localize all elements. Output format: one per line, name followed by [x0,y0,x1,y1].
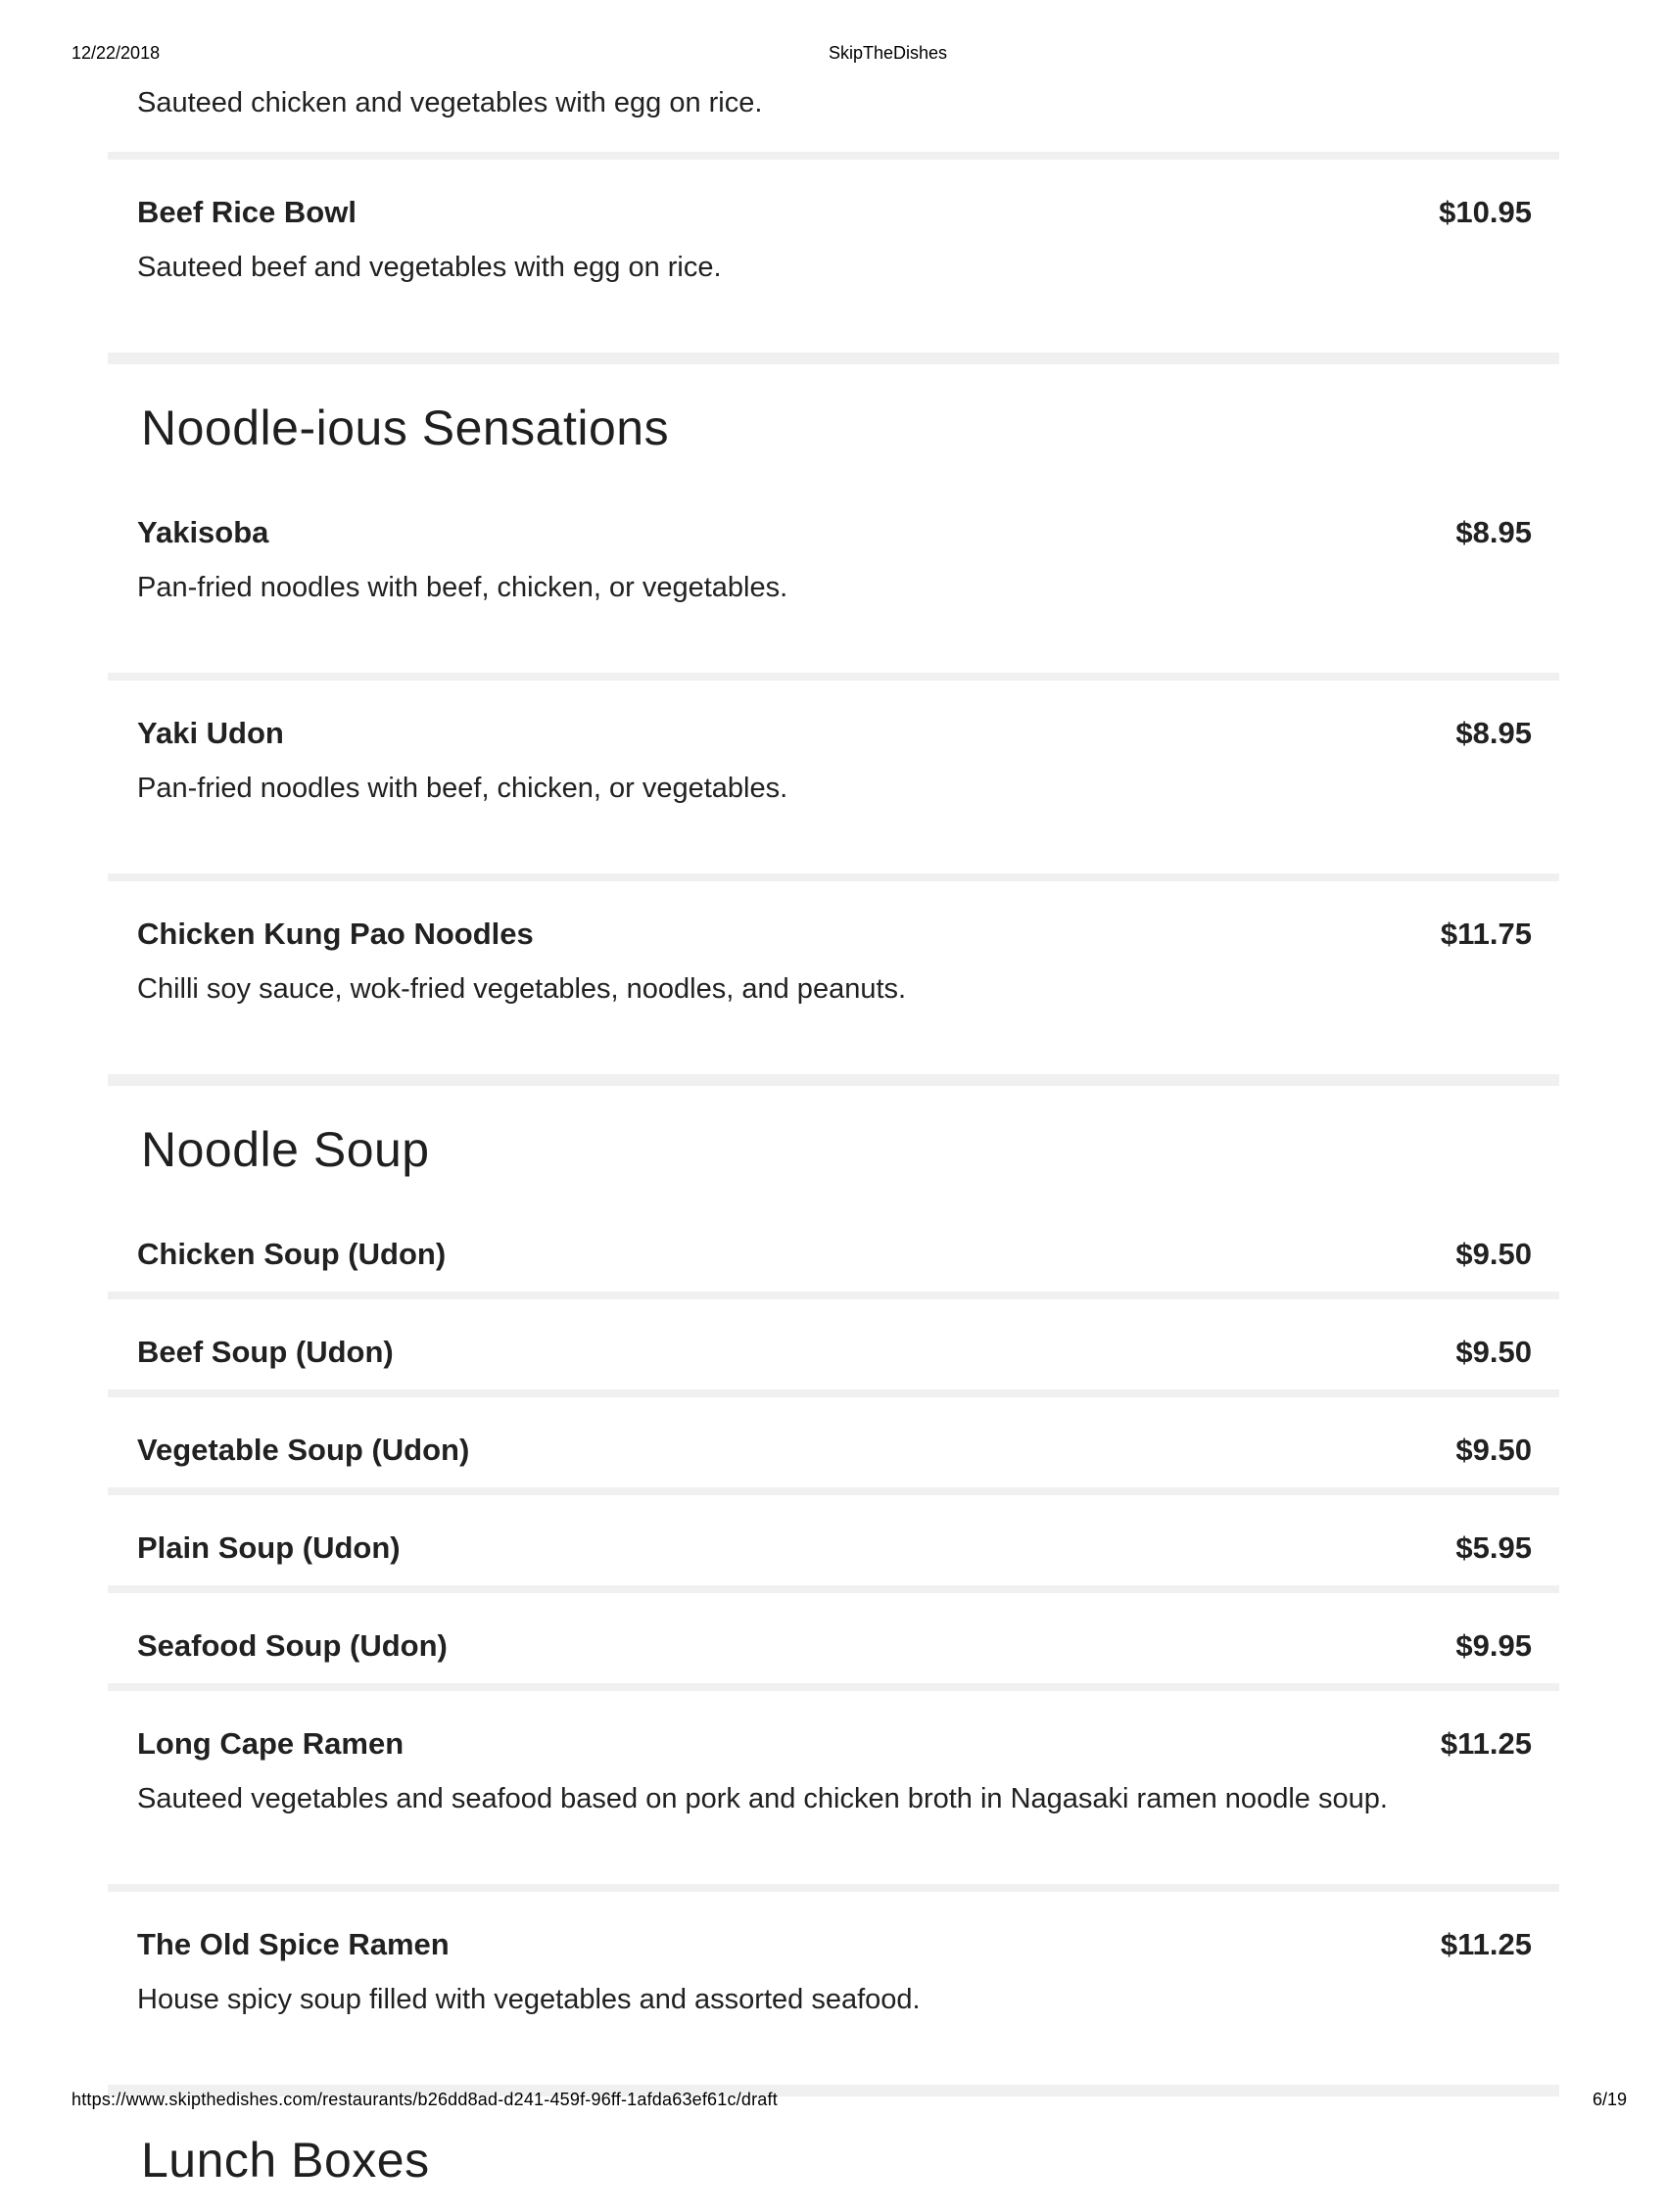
item-divider [108,1585,1559,1593]
item-divider [108,1884,1559,1892]
menu-item-row [108,1527,1559,1570]
item-price: $8.95 [1455,515,1532,549]
item-price: $9.95 [1455,1628,1532,1663]
item-price: $9.50 [1455,1433,1532,1467]
item-price: $9.50 [1455,1237,1532,1271]
item-description: House spicy soup filled with vegetables and assorted seafood. [137,1984,921,2015]
item-name: Beef Rice Bowl [137,195,357,229]
item-price: $5.95 [1455,1530,1532,1565]
menu-content [108,0,1559,2212]
item-name: The Old Spice Ramen [137,1927,450,1961]
item-name: Vegetable Soup (Udon) [137,1433,470,1467]
menu-item [108,1397,1559,1487]
item-description: Pan-fried noodles with beef, chicken, or vegetables. [137,572,788,603]
section-title: Noodle Soup [141,1122,430,1177]
item-description: Sauteed vegetables and seafood based on pork and chicken broth in Nagasaki ramen noodle soup. [137,1783,1388,1814]
print-footer [71,2090,1627,2113]
item-description: Sauteed beef and vegetables with egg on rice. [137,252,722,283]
menu-item-row [108,1331,1559,1374]
item-price: $8.95 [1455,716,1532,750]
item-name: Seafood Soup (Udon) [137,1628,448,1663]
menu-item [108,1892,1559,2085]
item-price: $9.50 [1455,1335,1532,1369]
item-price: $11.25 [1440,1927,1532,1961]
page-url: https://www.skipthedishes.com/restaurants/b26dd8ad-d241-459f-96ff-1afda63ef61c/draft [71,2090,778,2109]
item-name: Beef Soup (Udon) [137,1335,394,1369]
item-price: $10.95 [1439,195,1532,229]
item-divider [108,1292,1559,1299]
menu-item [108,480,1559,673]
menu-item [108,1495,1559,1585]
menu-item [108,681,1559,873]
item-description: Pan-fried noodles with beef, chicken, or vegetables. [137,773,788,804]
item-name: Chicken Soup (Udon) [137,1237,447,1271]
item-divider [108,1683,1559,1691]
item-name: Yaki Udon [137,716,284,750]
print-date: 12/22/2018 [71,43,161,63]
item-price: $11.75 [1440,917,1532,951]
section-divider [108,353,1559,364]
menu-item-row [108,913,1559,956]
section-divider [108,1074,1559,1086]
item-divider [108,673,1559,681]
menu-item-row [108,1233,1559,1276]
menu-item [108,160,1559,353]
menu-item [108,1299,1559,1389]
item-divider [108,1389,1559,1397]
menu-blocks [108,152,1559,2192]
menu-item [108,1593,1559,1683]
item-name: Yakisoba [137,515,269,549]
menu-item-row [108,1429,1559,1472]
menu-item [108,1201,1559,1292]
item-name: Chicken Kung Pao Noodles [137,917,534,951]
menu-item-row [108,511,1559,554]
section-title: Noodle-ious Sensations [141,400,670,455]
menu-item [108,881,1559,1074]
menu-item-row [108,712,1559,755]
page-number: 6/19 [1592,2090,1627,2109]
menu-item-row [108,1624,1559,1668]
item-name: Long Cape Ramen [137,1726,404,1761]
menu-item-row [108,1923,1559,1966]
site-title: SkipTheDishes [829,43,948,63]
item-divider [108,873,1559,881]
menu-item [108,1691,1559,1884]
item-divider [108,152,1559,160]
menu-item-row [108,1722,1559,1765]
item-divider [108,1487,1559,1495]
menu-item-row [108,191,1559,234]
item-name: Plain Soup (Udon) [137,1530,401,1565]
section-title: Lunch Boxes [141,2133,430,2188]
item-description-carryover: Sauteed chicken and vegetables with egg on rice. [137,87,763,118]
item-description: Chilli soy sauce, wok-fried vegetables, noodles, and peanuts. [137,973,907,1005]
item-price: $11.25 [1440,1726,1532,1761]
